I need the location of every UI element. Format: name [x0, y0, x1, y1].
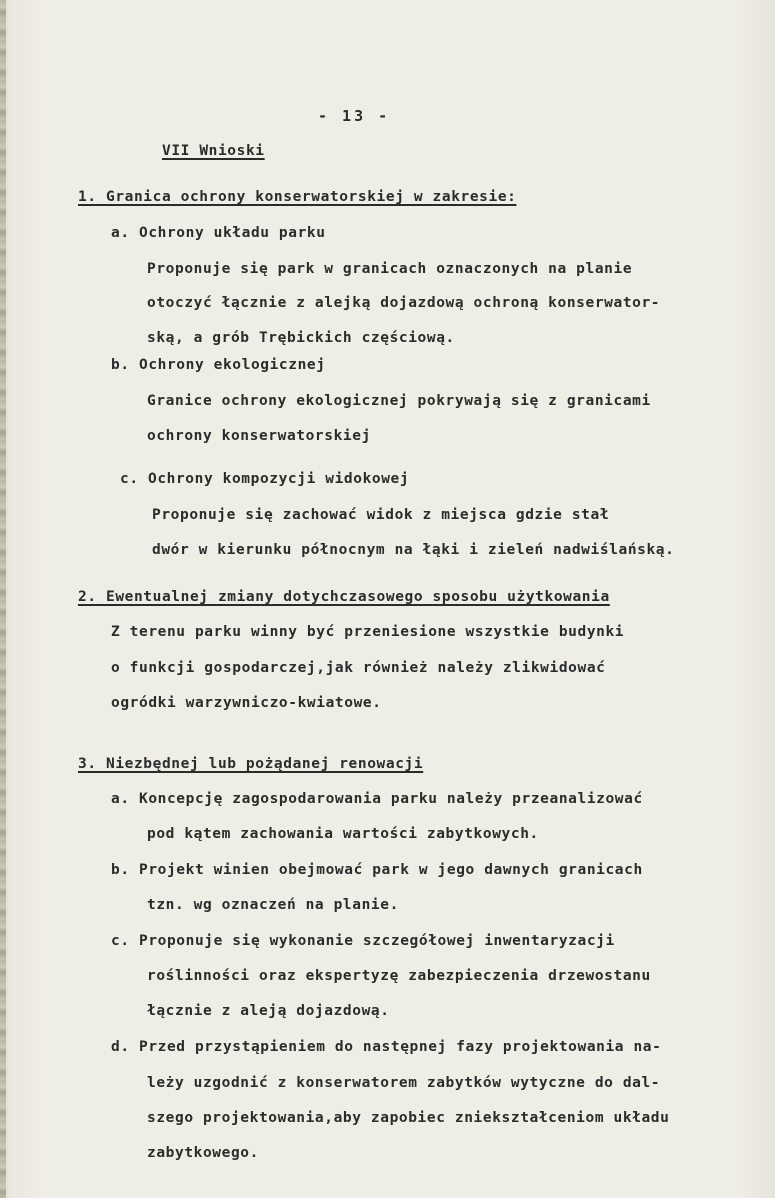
section-1a-line: otoczyć łącznie z alejką dojazdową ochroną konserwator- — [147, 295, 661, 311]
section-1c-line: dwór w kierunku północnym na łąki i zieleń nadwiślańską. — [152, 542, 675, 558]
section-2-line: Z terenu parku winny być przeniesione wszystkie budynki — [111, 624, 625, 640]
section-1c-line: Proponuje się zachować widok z miejsca gdzie stał — [152, 507, 610, 523]
section-3c-line: roślinności oraz ekspertyzę zabezpieczenia drzewostanu — [147, 968, 651, 984]
paper-edge — [0, 0, 6, 1198]
section-3c-line: c. Proponuje się wykonanie szczegółowej inwentaryzacji — [111, 933, 615, 949]
section-1c-heading: c. Ochrony kompozycji widokowej — [120, 471, 410, 487]
section-2-line: ogródki warzywniczo-kwiatowe. — [111, 695, 382, 711]
section-3a-line: pod kątem zachowania wartości zabytkowych. — [147, 826, 539, 842]
section-3c-line: łącznie z aleją dojazdową. — [147, 1003, 390, 1019]
section-3d-line: d. Przed przystąpieniem do następnej fazy projektowania na- — [111, 1039, 662, 1055]
section-title: VII Wnioski — [162, 143, 265, 159]
section-3-heading: 3. Niezbędnej lub pożądanej renowacji — [78, 756, 424, 772]
section-3d-line: szego projektowania,aby zapobiec zniekształceniom układu — [147, 1110, 670, 1126]
section-1b-heading: b. Ochrony ekologicznej — [111, 357, 326, 373]
section-1a-heading: a. Ochrony układu parku — [111, 225, 326, 241]
section-3b-line: tzn. wg oznaczeń na planie. — [147, 897, 399, 913]
section-1-heading: 1. Granica ochrony konserwatorskiej w zakresie: — [78, 189, 517, 205]
page-number: - 13 - — [318, 107, 391, 125]
section-1b-line: ochrony konserwatorskiej — [147, 428, 371, 444]
section-3a-line: a. Koncepcję zagospodarowania parku należy przeanalizować — [111, 791, 643, 807]
section-3b-line: b. Projekt winien obejmować park w jego dawnych granicach — [111, 862, 643, 878]
section-2-line: o funkcji gospodarczej,jak również należy zlikwidować — [111, 660, 606, 676]
section-1b-line: Granice ochrony ekologicznej pokrywają się z granicami — [147, 393, 651, 409]
section-3d-line: leży uzgodnić z konserwatorem zabytków wytyczne do dal- — [147, 1075, 661, 1091]
section-2-heading: 2. Ewentualnej zmiany dotychczasowego sposobu użytkowania — [78, 589, 610, 605]
section-1a-line: ską, a grób Trębickich częściową. — [147, 330, 455, 346]
section-3d-line: zabytkowego. — [147, 1145, 259, 1161]
section-1a-line: Proponuje się park w granicach oznaczonych na planie — [147, 261, 633, 277]
